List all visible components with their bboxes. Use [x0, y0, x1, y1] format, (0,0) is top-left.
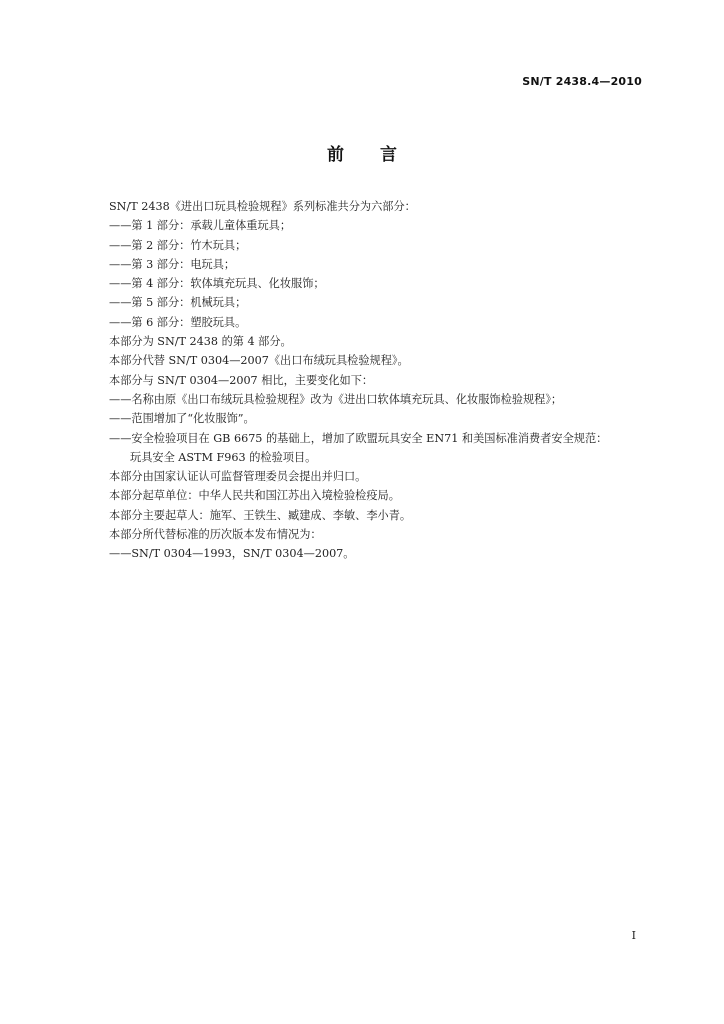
title-char-1: 前: [327, 145, 344, 165]
list-item-part-2: ——第 2 部分：竹木玩具；: [109, 238, 247, 252]
page-number: I: [631, 929, 636, 942]
list-item-part-5: ——第 5 部分：机械玩具；: [109, 296, 247, 310]
list-item-part-4: ——第 4 部分：软体填充玩具、化妆服饰；: [109, 277, 325, 291]
change-item: ——名称由原《出口布绒玩具检验规程》改为《进出口软体填充玩具、化妆服饰检验规程》；: [109, 392, 563, 406]
page-title: [0, 140, 724, 165]
history-item: ——SN/T 0304—1993，SN/T 0304—2007。: [109, 547, 355, 561]
paragraph-line: 本部分为 SN/T 2438 的第 4 部分。: [109, 335, 292, 349]
paragraph-line: 本部分主要起草人：施军、王铁生、臧建成、李敏、李小青。: [109, 508, 412, 522]
standard-number: SN/T 2438.4—2010: [522, 75, 642, 88]
list-item-part-1: ——第 1 部分：承载儿童体重玩具；: [109, 219, 292, 233]
paragraph-line: 本部分与 SN/T 0304—2007 相比，主要变化如下：: [109, 373, 374, 387]
change-item: ——安全检验项目在 GB 6675 的基础上，增加了欧盟玩具安全 EN71 和美国标准消费者安全规范：: [109, 431, 608, 445]
paragraph-line: SN/T 2438《进出口玩具检验规程》系列标准共分为六部分：: [109, 200, 416, 213]
list-item-part-3: ——第 3 部分：电玩具；: [109, 257, 236, 271]
foreword-body: [109, 197, 649, 564]
paragraph-line: 本部分所代替标准的历次版本发布情况为：: [109, 528, 322, 542]
list-item-part-6: ——第 6 部分：塑胶玩具。: [109, 315, 247, 329]
paragraph-line: 本部分由国家认证认可监督管理委员会提出并归口。: [109, 470, 367, 484]
paragraph-line: 本部分代替 SN/T 0304—2007《出口布绒玩具检验规程》。: [109, 354, 409, 368]
change-item: ——范围增加了“化妆服饰”。: [109, 412, 255, 426]
paragraph-line: 本部分起草单位：中华人民共和国江苏出入境检验检疫局。: [109, 489, 400, 503]
change-item-continuation: 玩具安全 ASTM F963 的检验项目。: [130, 450, 317, 464]
title-char-2: 言: [380, 145, 397, 165]
